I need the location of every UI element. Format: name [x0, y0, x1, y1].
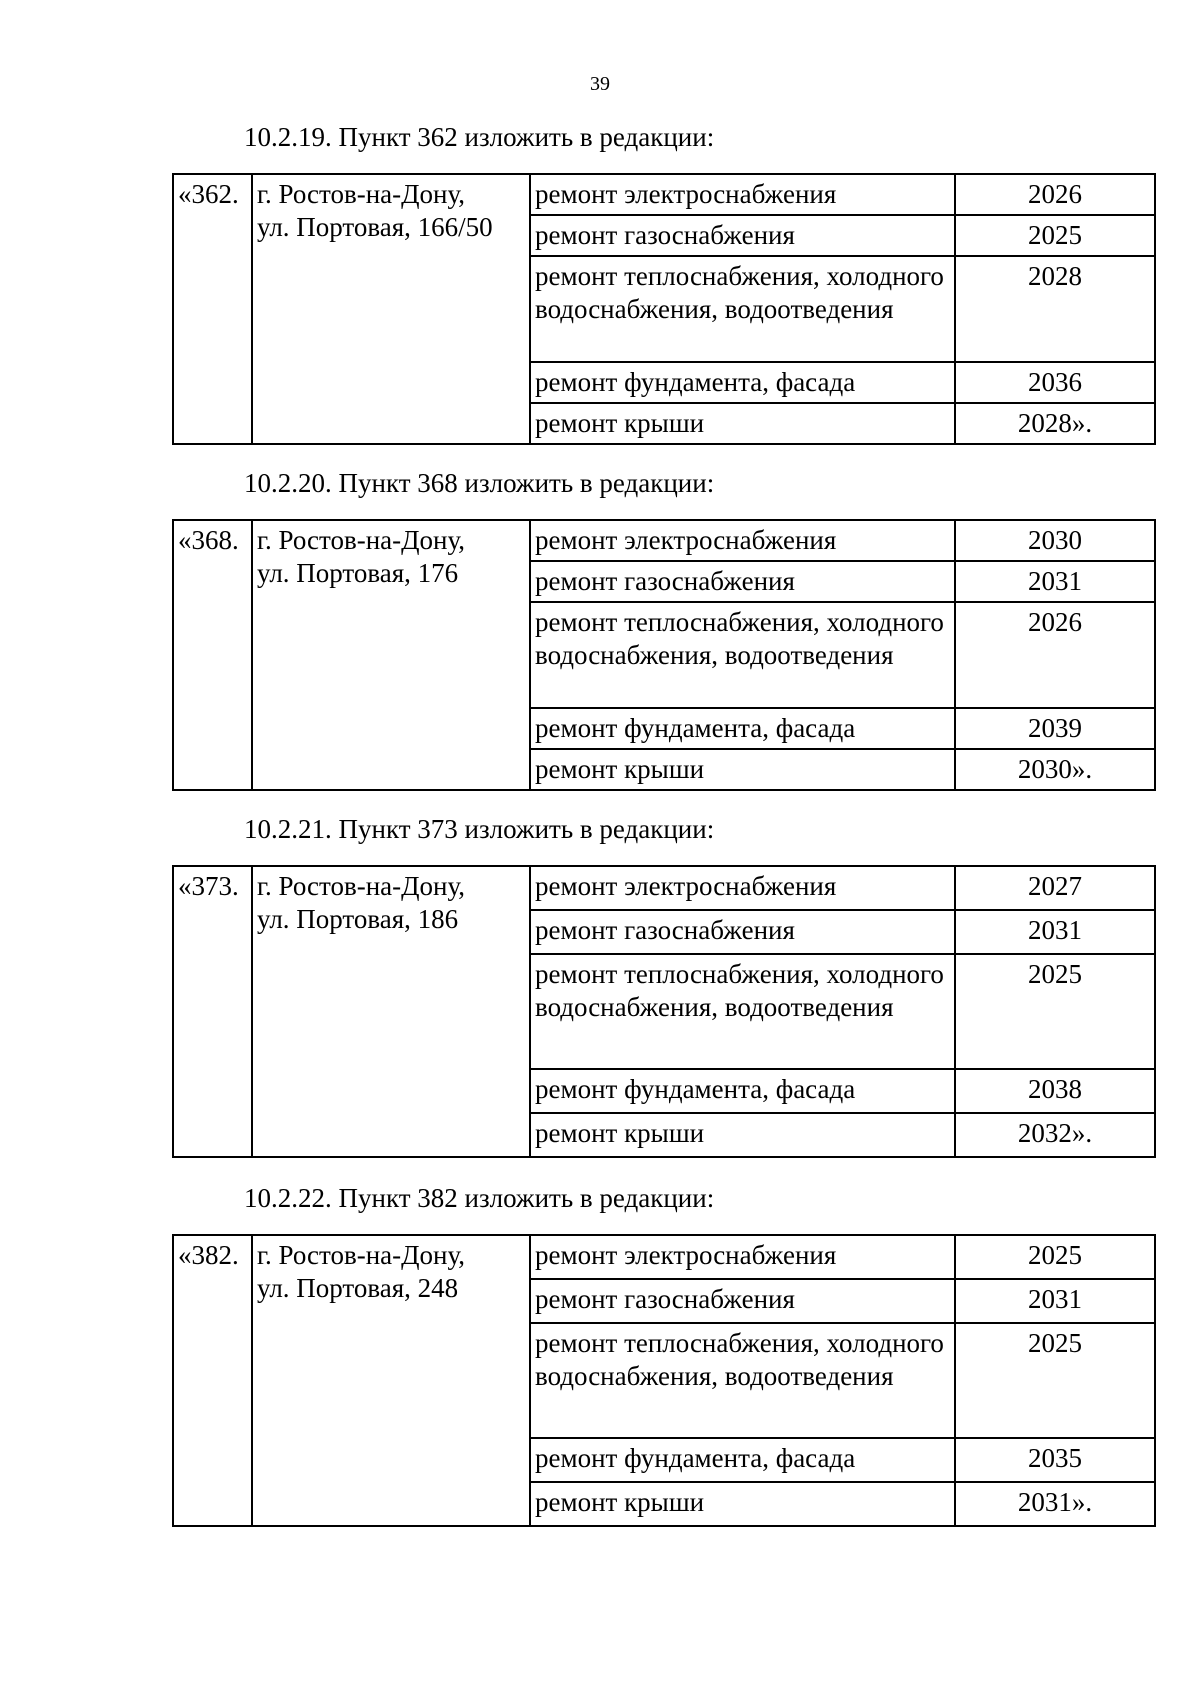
year-cell: 2031 [955, 1279, 1155, 1323]
work-type-cell: ремонт крыши [530, 1113, 955, 1157]
table-row [173, 174, 1155, 215]
address-city: г. Ростов-на-Дону, [257, 525, 466, 555]
work-type-cell: ремонт теплоснабжения, холодного водоснабжения, водоотведения [530, 256, 955, 362]
year-cell: 2026 [955, 602, 1155, 708]
work-type-cell: ремонт газоснабжения [530, 215, 955, 256]
work-type-cell: ремонт газоснабжения [530, 561, 955, 602]
year-cell: 2031 [955, 910, 1155, 954]
year-cell: 2026 [955, 174, 1155, 215]
item-number-cell: «368. [173, 520, 252, 790]
address-street: ул. Портовая, 176 [257, 558, 459, 588]
table-row [173, 866, 1155, 910]
schedule-table [172, 519, 1156, 791]
schedule-table [172, 173, 1156, 445]
work-type-cell: ремонт фундамента, фасада [530, 362, 955, 403]
schedule-table [172, 865, 1156, 1158]
page-number: 39 [590, 73, 610, 95]
item-number-cell: «362. [173, 174, 252, 444]
year-cell: 2025 [955, 1235, 1155, 1279]
address-cell [252, 866, 530, 1157]
work-type-cell: ремонт теплоснабжения, холодного водоснабжения, водоотведения [530, 602, 955, 708]
work-type-cell: ремонт электроснабжения [530, 520, 955, 561]
work-type-cell: ремонт теплоснабжения, холодного водоснабжения, водоотведения [530, 954, 955, 1069]
year-cell: 2031». [955, 1482, 1155, 1526]
address-cell [252, 520, 530, 790]
work-type-cell: ремонт теплоснабжения, холодного водоснабжения, водоотведения [530, 1323, 955, 1438]
work-type-cell: ремонт газоснабжения [530, 910, 955, 954]
address-city: г. Ростов-на-Дону, [257, 179, 466, 209]
work-type-cell: ремонт электроснабжения [530, 1235, 955, 1279]
year-cell: 2035 [955, 1438, 1155, 1482]
work-type-cell: ремонт фундамента, фасада [530, 1069, 955, 1113]
section-heading: 10.2.21. Пункт 373 изложить в редакции: [244, 814, 715, 844]
amendment-section [172, 467, 1154, 784]
year-cell: 2038 [955, 1069, 1155, 1113]
address-city: г. Ростов-на-Дону, [257, 871, 466, 901]
schedule-table [172, 1234, 1156, 1527]
address-city: г. Ростов-на-Дону, [257, 1240, 466, 1270]
year-cell: 2030 [955, 520, 1155, 561]
work-type-cell: ремонт электроснабжения [530, 174, 955, 215]
item-number-cell: «382. [173, 1235, 252, 1526]
year-cell: 2039 [955, 708, 1155, 749]
work-type-cell: ремонт фундамента, фасада [530, 708, 955, 749]
amendment-section [172, 121, 1154, 438]
work-type-cell: ремонт крыши [530, 403, 955, 444]
address-street: ул. Портовая, 166/50 [257, 212, 493, 242]
amendment-section [172, 1182, 1154, 1517]
year-cell: 2030». [955, 749, 1155, 790]
work-type-cell: ремонт фундамента, фасада [530, 1438, 955, 1482]
work-type-cell: ремонт газоснабжения [530, 1279, 955, 1323]
address-cell [252, 174, 530, 444]
item-number-cell: «373. [173, 866, 252, 1157]
address-street: ул. Портовая, 186 [257, 904, 459, 934]
address-street: ул. Портовая, 248 [257, 1273, 459, 1303]
year-cell: 2036 [955, 362, 1155, 403]
table-row [173, 1235, 1155, 1279]
year-cell: 2025 [955, 954, 1155, 1069]
section-heading: 10.2.20. Пункт 368 изложить в редакции: [244, 468, 715, 498]
work-type-cell: ремонт крыши [530, 749, 955, 790]
year-cell: 2028 [955, 256, 1155, 362]
work-type-cell: ремонт электроснабжения [530, 866, 955, 910]
section-heading: 10.2.19. Пункт 362 изложить в редакции: [244, 122, 715, 152]
work-type-cell: ремонт крыши [530, 1482, 955, 1526]
year-cell: 2028». [955, 403, 1155, 444]
year-cell: 2025 [955, 1323, 1155, 1438]
table-row [173, 520, 1155, 561]
year-cell: 2032». [955, 1113, 1155, 1157]
year-cell: 2031 [955, 561, 1155, 602]
year-cell: 2025 [955, 215, 1155, 256]
section-heading: 10.2.22. Пункт 382 изложить в редакции: [244, 1183, 715, 1213]
address-cell [252, 1235, 530, 1526]
year-cell: 2027 [955, 866, 1155, 910]
amendment-section [172, 813, 1154, 1148]
